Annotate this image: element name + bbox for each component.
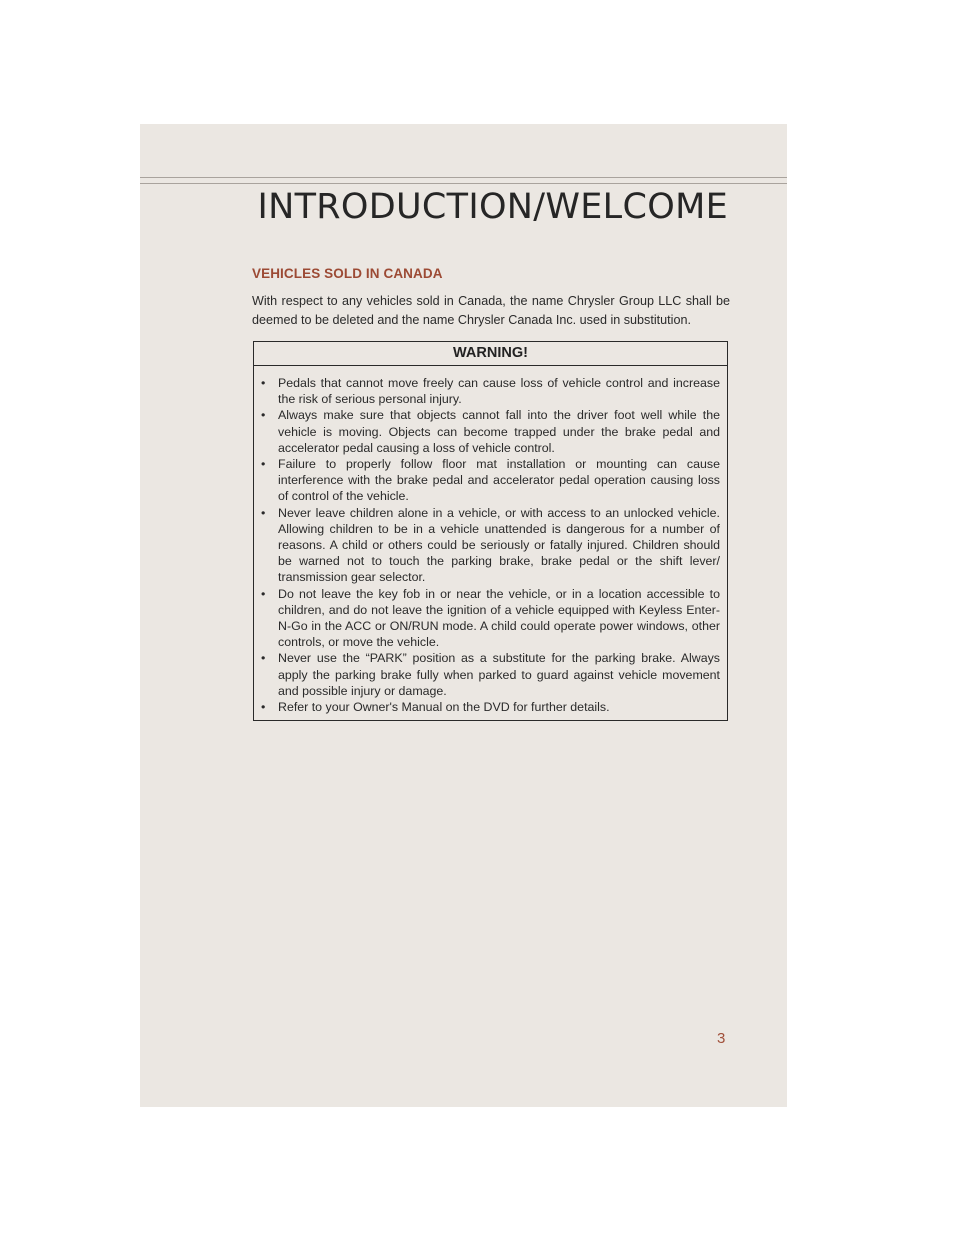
- warning-title: WARNING!: [254, 342, 727, 366]
- section-paragraph: With respect to any vehicles sold in Canada, the name Chrysler Group LLC shall be deemed to be deleted and the name Chrysler Canada Inc. used in substitution.: [252, 294, 730, 327]
- bullet-icon: •: [261, 700, 266, 715]
- bullet-icon: •: [261, 586, 266, 601]
- bullet-icon: •: [261, 457, 266, 472]
- warning-item-text: Pedals that cannot move freely can cause loss of vehicle control and increase the risk of serious personal injury.: [278, 376, 720, 407]
- header-rule-top: [140, 177, 787, 178]
- warning-item: [261, 650, 720, 699]
- warning-item: [261, 375, 720, 407]
- warning-item-text: Always make sure that objects cannot fall into the driver foot well while the vehicle is moving. Objects can become trapped under the brake pedal and accelerator pedal causing a loss of vehicle control.: [278, 408, 720, 455]
- warning-item: [261, 505, 720, 586]
- bullet-icon: •: [261, 408, 266, 423]
- manual-page: [140, 124, 787, 1107]
- section-heading: VEHICLES SOLD IN CANADA: [252, 266, 443, 281]
- bullet-icon: •: [261, 651, 266, 666]
- warning-item-text: Do not leave the key fob in or near the vehicle, or in a location accessible to children, and do not leave the ignition of a vehicle equipped with Keyless Enter-N-Go in the ACC or ON/RUN mode. A child could operate power windows, other controls, or move the vehicle.: [278, 586, 720, 650]
- warning-item-text: Failure to properly follow floor mat installation or mounting can cause interference with the brake pedal and accelerator pedal operation causing loss of control of the vehicle.: [278, 457, 720, 504]
- warning-list: [254, 366, 727, 715]
- header-rule-bottom: [140, 183, 787, 184]
- warning-item: [261, 407, 720, 456]
- warning-item-text: Refer to your Owner's Manual on the DVD for further details.: [278, 700, 610, 715]
- warning-item: [261, 456, 720, 505]
- warning-item: [261, 586, 720, 651]
- warning-box: [253, 341, 728, 721]
- page-title: INTRODUCTION/WELCOME: [257, 187, 728, 227]
- page-number: 3: [717, 1030, 726, 1047]
- warning-item-text: Never leave children alone in a vehicle, or with access to an unlocked vehicle. Allowing children to be in a vehicle unattended is dangerous for a number of reasons. A child or others could be seriously or fatally injured. Children should be warned not to touch the parking brake, brake pedal or the shift lever/ transmission gear selector.: [278, 505, 720, 585]
- bullet-icon: •: [261, 505, 266, 520]
- bullet-icon: •: [261, 376, 266, 390]
- warning-item: [261, 699, 720, 715]
- warning-item-text: Never use the “PARK” position as a substitute for the parking brake. Always apply the parking brake fully when parked to guard against vehicle movement and possible injury or damage.: [278, 651, 720, 698]
